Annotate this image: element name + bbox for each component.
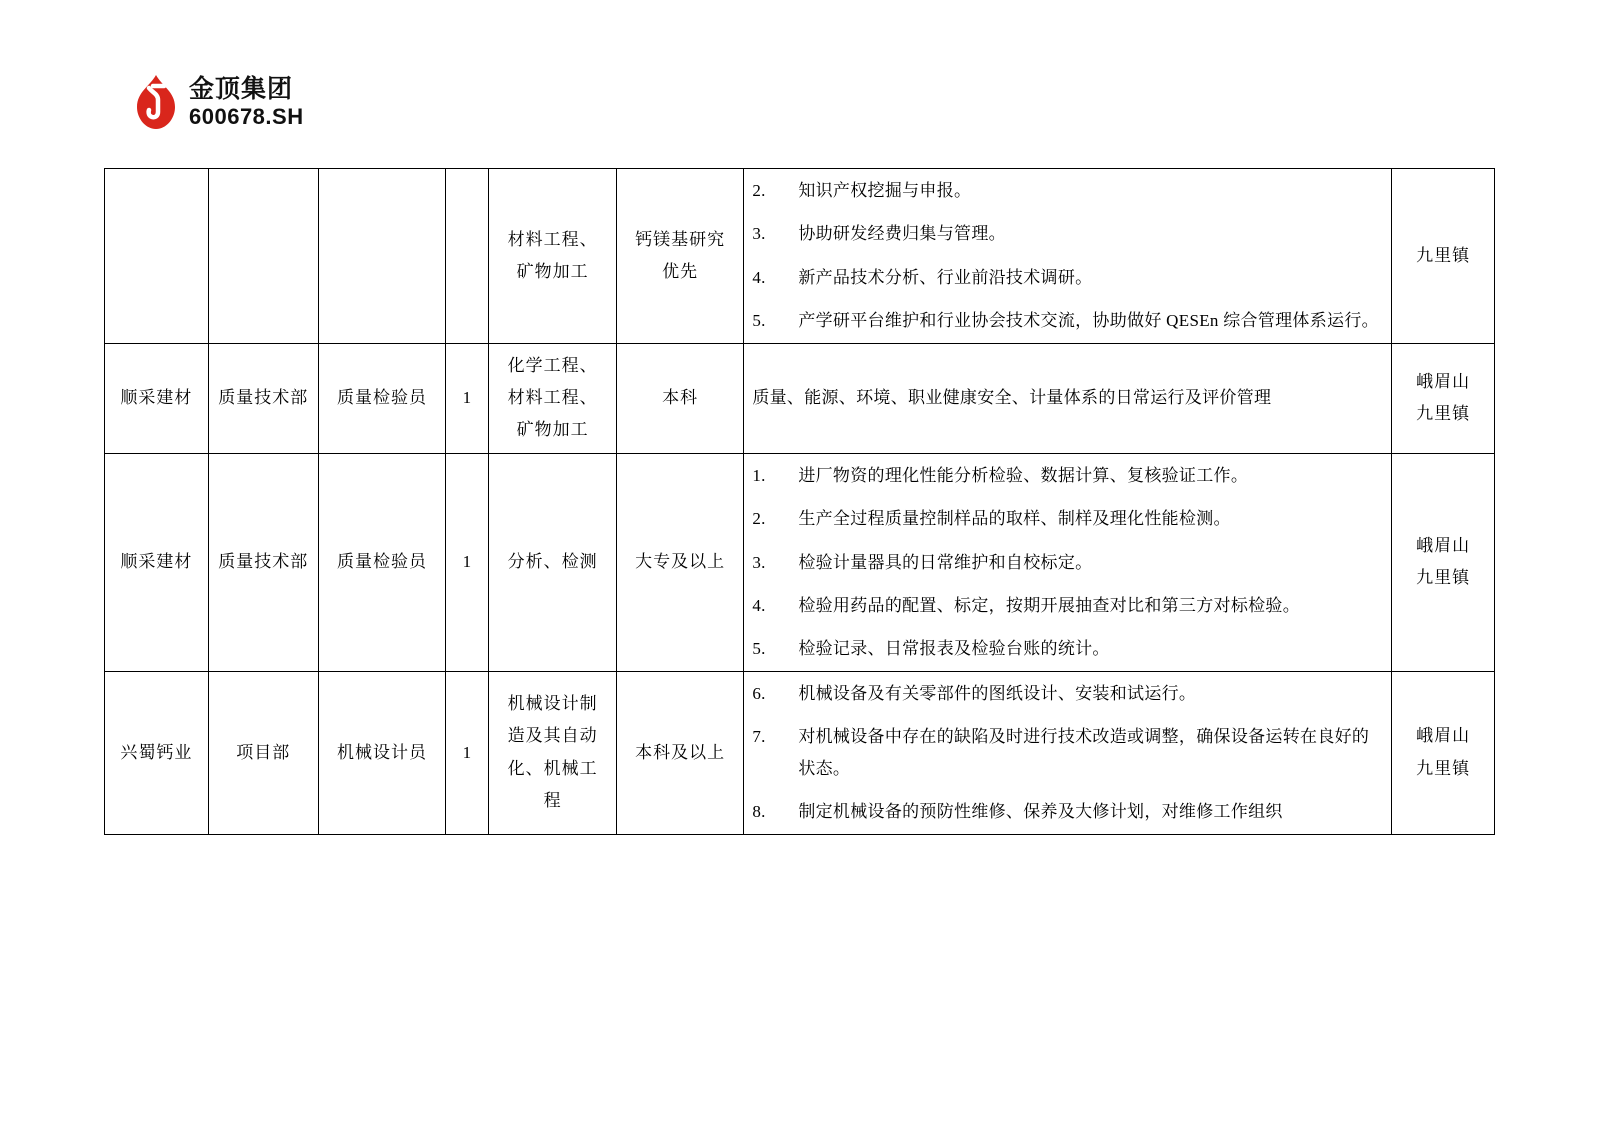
duty-index: 4.: [752, 267, 766, 287]
major-line: 造及其自动: [507, 726, 598, 746]
duty-index: 3.: [752, 552, 766, 572]
major-line: 材料工程、: [507, 229, 598, 249]
education-line: 大专及以上: [635, 552, 726, 572]
table-row: [105, 453, 1495, 671]
list-item: [752, 305, 1383, 336]
cell-major: [489, 343, 616, 453]
location-line: 峨眉山: [1416, 726, 1471, 746]
duty-text: 对机械设备中存在的缺陷及时进行技术改造或调整，确保设备运转在良好的状态。: [798, 727, 1370, 778]
duty-text: 产学研平台维护和行业协会技术交流，协助做好 QESEn 综合管理体系运行。: [798, 311, 1379, 331]
list-item: [752, 796, 1383, 827]
duty-list: [752, 175, 1383, 337]
cell-company: 兴蜀钙业: [105, 671, 209, 834]
duty-index: 7.: [752, 727, 766, 747]
list-item: [752, 590, 1383, 621]
duty-text: 检验计量器具的日常维护和自校标定。: [798, 552, 1093, 572]
location-line: 九里镇: [1416, 568, 1471, 588]
list-item: [752, 503, 1383, 534]
location-line: 九里镇: [1416, 404, 1471, 424]
cell-location: [1392, 453, 1495, 671]
company-logo: [133, 74, 304, 130]
duty-text: 检验记录、日常报表及检验台账的统计。: [798, 639, 1110, 659]
cell-post: [318, 169, 445, 344]
major-line: 化、机械工: [507, 758, 598, 778]
duty-text: 生产全过程质量控制样品的取样、制样及理化性能检测。: [798, 509, 1231, 529]
duty-index: 1.: [752, 465, 766, 485]
education-line: 本科: [662, 388, 699, 408]
education-line: 钙镁基研究: [635, 229, 726, 249]
cell-location: [1392, 671, 1495, 834]
major-line: 分析、检测: [507, 552, 598, 572]
cell-company: 顺采建材: [105, 453, 209, 671]
duty-index: 5.: [752, 311, 766, 331]
education-line: 本科及以上: [635, 742, 726, 762]
cell-duties: 质量、能源、环境、职业健康安全、计量体系的日常运行及评价管理: [744, 343, 1392, 453]
cell-headcount: 1: [446, 671, 489, 834]
major-line: 矿物加工: [516, 261, 589, 281]
cell-headcount: 1: [446, 343, 489, 453]
cell-headcount: 1: [446, 453, 489, 671]
table-row: [105, 671, 1495, 834]
duty-index: 3.: [752, 224, 766, 244]
table-row: [105, 343, 1495, 453]
cell-location: [1392, 343, 1495, 453]
logo-company-name: 金顶集团: [189, 74, 294, 103]
duty-text: 进厂物资的理化性能分析检验、数据计算、复核验证工作。: [798, 465, 1249, 485]
cell-headcount: [446, 169, 489, 344]
table-row: [105, 169, 1495, 344]
cell-post: 质量检验员: [318, 453, 445, 671]
list-item: [752, 547, 1383, 578]
cell-duties: [744, 671, 1392, 834]
list-item: [752, 175, 1383, 206]
cell-dept: 质量技术部: [208, 453, 318, 671]
cell-education: [616, 453, 743, 671]
major-line: 化学工程、: [507, 355, 598, 375]
list-item: [752, 460, 1383, 491]
recruitment-table: [104, 168, 1495, 835]
cell-major: [489, 671, 616, 834]
duty-text: 机械设备及有关零部件的图纸设计、安装和试运行。: [798, 683, 1197, 703]
duty-index: 8.: [752, 802, 766, 822]
duty-text: 检验用药品的配置、标定，按期开展抽查对比和第三方对标检验。: [798, 595, 1301, 615]
duty-list: [752, 460, 1383, 665]
cell-company: 顺采建材: [105, 343, 209, 453]
duty-index: 4.: [752, 595, 766, 615]
logo-stock-code: 600678.SH: [189, 103, 304, 129]
list-item: [752, 262, 1383, 293]
cell-post: 机械设计员: [318, 671, 445, 834]
cell-company: [105, 169, 209, 344]
list-item: [752, 678, 1383, 709]
cell-location: [1392, 169, 1495, 344]
major-line: 矿物加工: [516, 420, 589, 440]
cell-duties: [744, 169, 1392, 344]
cell-dept: 项目部: [208, 671, 318, 834]
duty-text: 新产品技术分析、行业前沿技术调研。: [798, 267, 1093, 287]
location-line: 九里镇: [1416, 245, 1471, 265]
duty-text: 协助研发经费归集与管理。: [798, 224, 1006, 244]
cell-post: 质量检验员: [318, 343, 445, 453]
major-line: 机械设计制: [507, 694, 598, 714]
major-line: 程: [543, 791, 562, 810]
cell-dept: [208, 169, 318, 344]
duty-index: 6.: [752, 683, 766, 703]
location-line: 峨眉山: [1416, 371, 1471, 391]
list-item: [752, 633, 1383, 664]
cell-education: [616, 169, 743, 344]
major-line: 材料工程、: [507, 388, 598, 408]
cell-education: [616, 671, 743, 834]
list-item: [752, 721, 1383, 784]
duty-text: 知识产权挖掘与申报。: [798, 181, 972, 200]
duty-index: 2.: [752, 509, 766, 529]
cell-dept: 质量技术部: [208, 343, 318, 453]
location-line: 峨眉山: [1416, 535, 1471, 555]
flame-droplet-icon: [133, 74, 179, 130]
duty-text: 制定机械设备的预防性维修、保养及大修计划，对维修工作组织: [798, 802, 1283, 822]
duty-list: [752, 678, 1383, 828]
list-item: [752, 218, 1383, 249]
cell-major: [489, 453, 616, 671]
cell-education: [616, 343, 743, 453]
duty-index: 2.: [752, 181, 766, 200]
location-line: 九里镇: [1416, 758, 1471, 778]
education-line: 优先: [662, 261, 699, 281]
cell-duties: [744, 453, 1392, 671]
duty-index: 5.: [752, 639, 766, 659]
cell-major: [489, 169, 616, 344]
